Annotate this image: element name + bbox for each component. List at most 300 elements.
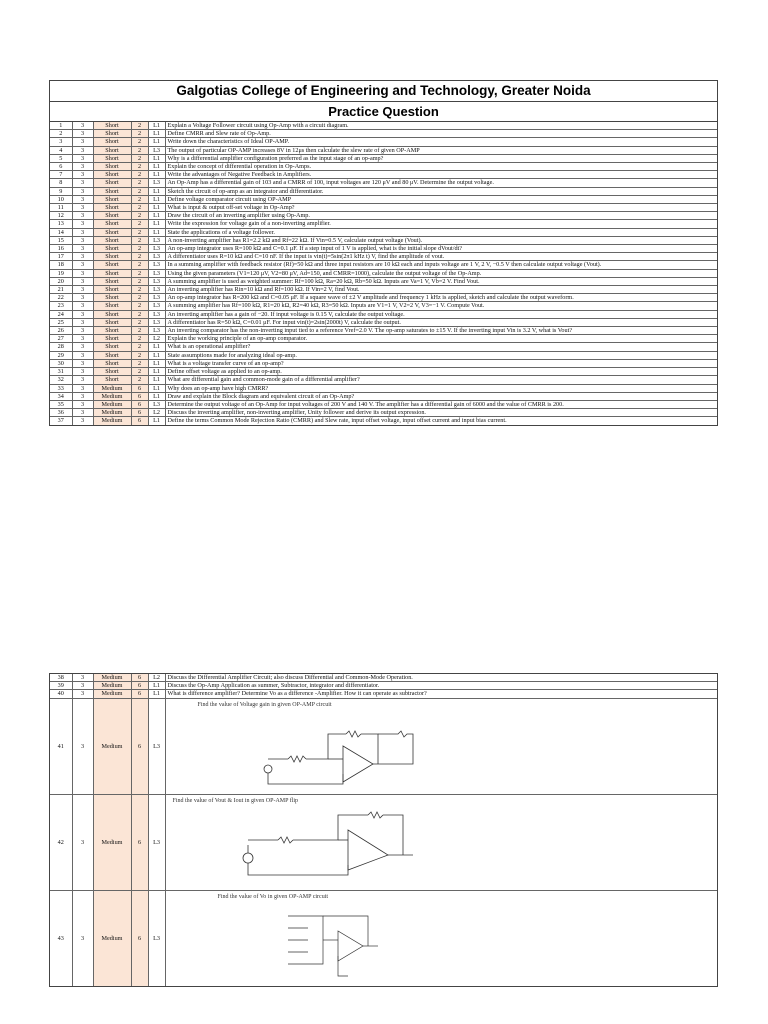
question-number: 14 (50, 228, 72, 236)
question-row (50, 163, 717, 171)
question-row (50, 146, 717, 154)
question-type: Short (93, 138, 131, 146)
course-outcome: 3 (72, 138, 93, 146)
bloom-level: L1 (148, 682, 165, 690)
question-row (50, 154, 717, 162)
question-number: 33 (50, 384, 72, 392)
course-outcome: 3 (72, 236, 93, 244)
bloom-level: L3 (148, 179, 165, 187)
question-number: 40 (50, 690, 72, 698)
question-marks: 6 (131, 690, 148, 698)
question-row (50, 376, 717, 384)
figure-caption: Find the value of Vo in given OP-AMP circuit (217, 893, 329, 900)
question-marks: 2 (131, 146, 148, 154)
course-outcome: 3 (72, 310, 93, 318)
question-text: Write the expression for voltage gain of a non-inverting amplifier. (165, 220, 717, 228)
question-row (50, 690, 717, 698)
question-row (50, 245, 717, 253)
question-marks: 2 (131, 195, 148, 203)
course-outcome: 3 (72, 163, 93, 171)
question-row (50, 138, 717, 146)
question-marks: 2 (131, 261, 148, 269)
question-marks: 6 (131, 392, 148, 400)
course-outcome: 3 (72, 698, 93, 794)
question-type: Short (93, 351, 131, 359)
bloom-level: L1 (148, 384, 165, 392)
question-number: 26 (50, 327, 72, 335)
bloom-level: L1 (148, 690, 165, 698)
course-outcome: 3 (72, 286, 93, 294)
bloom-level: L1 (148, 343, 165, 351)
course-outcome: 3 (72, 204, 93, 212)
course-outcome: 3 (72, 400, 93, 408)
course-outcome: 3 (72, 195, 93, 203)
question-sheet-page-2 (49, 673, 718, 987)
bloom-level: L3 (148, 310, 165, 318)
question-type: Short (93, 204, 131, 212)
question-text: A summing amplifier is used as weighted summer: Rf=100 kΩ, Ra=20 kΩ, Rb=50 kΩ. Inputs are Va=1 V, Vb=2 V. Find Vout. (165, 277, 717, 285)
question-type: Short (93, 269, 131, 277)
question-row (50, 294, 717, 302)
question-marks: 2 (131, 187, 148, 195)
question-type: Short (93, 130, 131, 138)
bloom-level: L1 (148, 228, 165, 236)
question-type: Short (93, 179, 131, 187)
question-number: 15 (50, 236, 72, 244)
question-type: Medium (93, 674, 131, 682)
question-text: Using the given parameters (V1=120 μV, V2=80 μV, Ad=150, and CMRR=1000), calculate the output voltage of the Op-Amp. (165, 269, 717, 277)
question-text: A summing amplifier has Rf=100 kΩ, R1=20 kΩ, R2=40 kΩ, R3=50 kΩ. Inputs are V1=1 V, V2=2 V, V3=−1 V. Compute Vout. (165, 302, 717, 310)
course-outcome: 3 (72, 269, 93, 277)
question-marks: 6 (131, 682, 148, 690)
bloom-level: L1 (148, 122, 165, 130)
course-outcome: 3 (72, 890, 93, 986)
bloom-level: L3 (148, 269, 165, 277)
question-type: Short (93, 327, 131, 335)
question-text: What is an operational amplifier? (165, 343, 717, 351)
question-text: Draw the circuit of an inverting amplifier using Op-Amp. (165, 212, 717, 220)
question-type: Short (93, 253, 131, 261)
question-text: Determine the output voltage of an Op-Amp for input voltages of 200 V and 140 V. The amplifier has a differential gain of 6000 and the value of CMRR is 200. (165, 400, 717, 408)
question-number: 1 (50, 122, 72, 130)
course-outcome: 3 (72, 376, 93, 384)
question-text: State the applications of a voltage follower. (165, 228, 717, 236)
question-figure (165, 698, 717, 794)
course-outcome: 3 (72, 359, 93, 367)
question-row (50, 212, 717, 220)
figure-caption: Find the value of Voltage gain in given OP-AMP circuit (197, 701, 332, 708)
question-text: Explain the working principle of an op-amp comparator. (165, 335, 717, 343)
course-outcome: 3 (72, 368, 93, 376)
course-outcome: 3 (72, 245, 93, 253)
bloom-level: L1 (148, 392, 165, 400)
bloom-level: L3 (148, 261, 165, 269)
question-type: Short (93, 302, 131, 310)
bloom-level: L3 (148, 236, 165, 244)
question-text: A differentiator uses R=10 kΩ and C=10 nF. If the input is vin(t)=5sin(2π1 kHz t) V, find the amplitude of vout. (165, 253, 717, 261)
course-outcome: 3 (72, 392, 93, 400)
question-number: 24 (50, 310, 72, 318)
question-text: An op-amp integrator uses R=100 kΩ and C=0.1 μF. If a step input of 1 V is applied, what is the initial slope dVout/dt? (165, 245, 717, 253)
bloom-level: L2 (148, 409, 165, 417)
bloom-level: L2 (148, 335, 165, 343)
question-type: Medium (93, 400, 131, 408)
circuit-diagram-43 (228, 896, 428, 986)
course-outcome: 3 (72, 294, 93, 302)
question-type: Short (93, 286, 131, 294)
question-text: An op-amp integrator has R=200 kΩ and C=0.05 μF. If a square wave of ±2 V amplitude and frequency 1 kHz is applied, sketch and calculate the output waveform. (165, 294, 717, 302)
question-row (50, 228, 717, 236)
question-row (50, 269, 717, 277)
question-text: What are differential gain and common-mode gain of a differential amplifier? (165, 376, 717, 384)
question-row (50, 171, 717, 179)
question-type: Short (93, 310, 131, 318)
question-number: 36 (50, 409, 72, 417)
question-row (50, 368, 717, 376)
course-outcome: 3 (72, 228, 93, 236)
question-number: 5 (50, 154, 72, 162)
question-figure (165, 890, 717, 986)
course-outcome: 3 (72, 261, 93, 269)
bloom-level: L3 (148, 294, 165, 302)
question-number: 18 (50, 261, 72, 269)
question-row (50, 327, 717, 335)
question-type: Medium (93, 417, 131, 425)
bloom-level: L3 (148, 400, 165, 408)
question-type: Medium (93, 698, 131, 794)
question-text: In a summing amplifier with feedback resistor (Rf)=50 kΩ and three input resistors are 10 kΩ each and inputs voltage are 1 V, 2 V, −0.5 V then calculate output voltage (Vout). (165, 261, 717, 269)
bloom-level: L1 (148, 163, 165, 171)
question-number: 30 (50, 359, 72, 367)
question-row (50, 236, 717, 244)
course-outcome: 3 (72, 187, 93, 195)
question-number: 34 (50, 392, 72, 400)
question-text: Explain a Voltage Follower circuit using Op-Amp with a circuit diagram. (165, 122, 717, 130)
course-outcome: 3 (72, 253, 93, 261)
question-marks: 2 (131, 236, 148, 244)
question-number: 4 (50, 146, 72, 154)
question-marks: 6 (131, 698, 148, 794)
question-number: 20 (50, 277, 72, 285)
question-row (50, 187, 717, 195)
question-row (50, 286, 717, 294)
bloom-level: L1 (148, 154, 165, 162)
question-type: Short (93, 187, 131, 195)
question-marks: 2 (131, 343, 148, 351)
question-text: Why does an op-amp have high CMRR? (165, 384, 717, 392)
question-type: Medium (93, 890, 131, 986)
figure-question-row (50, 698, 717, 794)
question-row (50, 253, 717, 261)
course-outcome: 3 (72, 674, 93, 682)
question-type: Short (93, 277, 131, 285)
bloom-level: L1 (148, 376, 165, 384)
question-type: Short (93, 318, 131, 326)
question-number: 28 (50, 343, 72, 351)
question-text: Discuss the Op-Amp Application as summer, Subtractor, integrator and differentiator. (165, 682, 717, 690)
course-outcome: 3 (72, 690, 93, 698)
page-subtitle: Practice Question (50, 102, 717, 122)
question-type: Short (93, 368, 131, 376)
circuit-diagram-41 (228, 704, 428, 794)
course-outcome: 3 (72, 417, 93, 425)
question-row (50, 318, 717, 326)
question-row (50, 392, 717, 400)
question-row (50, 204, 717, 212)
question-marks: 2 (131, 368, 148, 376)
question-marks: 2 (131, 310, 148, 318)
bloom-level: L3 (148, 286, 165, 294)
question-row (50, 343, 717, 351)
question-text: What is a voltage transfer curve of an op-amp? (165, 359, 717, 367)
course-outcome: 3 (72, 682, 93, 690)
question-type: Short (93, 261, 131, 269)
question-type: Short (93, 294, 131, 302)
college-title: Galgotias College of Engineering and Technology, Greater Noida (50, 81, 717, 102)
question-type: Medium (93, 690, 131, 698)
bloom-level: L3 (148, 302, 165, 310)
question-marks: 2 (131, 245, 148, 253)
question-row (50, 409, 717, 417)
bloom-level: L3 (148, 146, 165, 154)
question-marks: 2 (131, 163, 148, 171)
question-number: 35 (50, 400, 72, 408)
course-outcome: 3 (72, 220, 93, 228)
bloom-level: L1 (148, 368, 165, 376)
question-number: 37 (50, 417, 72, 425)
question-number: 2 (50, 130, 72, 138)
question-number: 25 (50, 318, 72, 326)
question-type: Short (93, 163, 131, 171)
question-type: Short (93, 122, 131, 130)
question-marks: 2 (131, 335, 148, 343)
course-outcome: 3 (72, 384, 93, 392)
question-text: The output of particular OP-AMP increases 8V in 12μs then calculate the slew rate of given OP-AMP (165, 146, 717, 154)
question-marks: 2 (131, 154, 148, 162)
question-marks: 2 (131, 171, 148, 179)
question-number: 22 (50, 294, 72, 302)
course-outcome: 3 (72, 277, 93, 285)
question-row (50, 220, 717, 228)
question-marks: 2 (131, 138, 148, 146)
question-marks: 2 (131, 294, 148, 302)
course-outcome: 3 (72, 171, 93, 179)
question-marks: 2 (131, 359, 148, 367)
question-number: 7 (50, 171, 72, 179)
bloom-level: L2 (148, 674, 165, 682)
course-outcome: 3 (72, 212, 93, 220)
question-marks: 6 (131, 409, 148, 417)
bloom-level: L3 (148, 277, 165, 285)
question-number: 16 (50, 245, 72, 253)
question-marks: 2 (131, 253, 148, 261)
question-marks: 2 (131, 228, 148, 236)
bloom-level: L3 (148, 698, 165, 794)
question-row (50, 179, 717, 187)
question-text: An inverting amplifier has Rin=10 kΩ and Rf=100 kΩ. If Vin=2 V, find Vout. (165, 286, 717, 294)
question-text: Sketch the circuit of op-amp as an integrator and differentiator. (165, 187, 717, 195)
question-type: Short (93, 236, 131, 244)
course-outcome: 3 (72, 409, 93, 417)
bloom-level: L1 (148, 220, 165, 228)
question-type: Short (93, 195, 131, 203)
question-text: Draw and explain the Block diagram and equivalent circuit of an Op-Amp? (165, 392, 717, 400)
question-text: Discuss the Differential Amplifier Circuit; also discuss Differential and Common-Mode Operation. (165, 674, 717, 682)
figure-caption: Find the value of Vout & Iout in given OP-AMP flip (172, 797, 299, 804)
question-type: Short (93, 171, 131, 179)
question-marks: 2 (131, 376, 148, 384)
question-marks: 2 (131, 220, 148, 228)
question-number: 21 (50, 286, 72, 294)
question-text: A differentiator has R=50 kΩ, C=0.01 μF. For input vin(t)=2sin(2000t) V, calculate the output. (165, 318, 717, 326)
question-row (50, 277, 717, 285)
question-row (50, 310, 717, 318)
question-row (50, 335, 717, 343)
question-marks: 6 (131, 417, 148, 425)
question-row (50, 351, 717, 359)
question-type: Short (93, 154, 131, 162)
question-row (50, 400, 717, 408)
question-marks: 2 (131, 130, 148, 138)
question-text: Explain the concept of differential operation in Op-Amps. (165, 163, 717, 171)
question-sheet-page-1 (49, 80, 718, 426)
question-number: 29 (50, 351, 72, 359)
bloom-level: L1 (148, 212, 165, 220)
bloom-level: L3 (148, 327, 165, 335)
question-type: Short (93, 335, 131, 343)
question-type: Short (93, 359, 131, 367)
question-text: Discuss the inverting amplifier, non-inverting amplifier, Unity follower and derive its output expression. (165, 409, 717, 417)
question-type: Short (93, 245, 131, 253)
question-table (50, 122, 717, 425)
question-row (50, 302, 717, 310)
question-marks: 6 (131, 794, 148, 890)
question-number: 19 (50, 269, 72, 277)
bloom-level: L1 (148, 351, 165, 359)
bloom-level: L3 (148, 890, 165, 986)
bloom-level: L1 (148, 138, 165, 146)
question-number: 8 (50, 179, 72, 187)
figure-question-row (50, 890, 717, 986)
question-row (50, 261, 717, 269)
course-outcome: 3 (72, 122, 93, 130)
figure-question-row (50, 794, 717, 890)
course-outcome: 3 (72, 179, 93, 187)
question-type: Medium (93, 682, 131, 690)
question-marks: 6 (131, 674, 148, 682)
question-text: An inverting comparator has the non-inverting input tied to a reference Vref=2.0 V. The op-amp saturates to ±15 V. If the inverting input Vin is 3.2 V, what is Vout? (165, 327, 717, 335)
question-type: Short (93, 343, 131, 351)
question-row (50, 384, 717, 392)
question-number: 13 (50, 220, 72, 228)
question-marks: 2 (131, 286, 148, 294)
question-marks: 2 (131, 318, 148, 326)
course-outcome: 3 (72, 794, 93, 890)
question-type: Medium (93, 392, 131, 400)
course-outcome: 3 (72, 146, 93, 154)
question-number: 42 (50, 794, 72, 890)
question-number: 43 (50, 890, 72, 986)
question-marks: 2 (131, 204, 148, 212)
question-row (50, 674, 717, 682)
question-marks: 2 (131, 122, 148, 130)
question-text: Why is a differential amplifier configuration preferred as the input stage of an op-amp? (165, 154, 717, 162)
question-text: A non-inverting amplifier has R1=2.2 kΩ and Rf=22 kΩ. If Vin=0.5 V, calculate output voltage (Vout). (165, 236, 717, 244)
question-number: 39 (50, 682, 72, 690)
course-outcome: 3 (72, 302, 93, 310)
question-marks: 2 (131, 327, 148, 335)
question-row (50, 122, 717, 130)
course-outcome: 3 (72, 318, 93, 326)
question-number: 12 (50, 212, 72, 220)
question-type: Medium (93, 794, 131, 890)
bloom-level: L3 (148, 245, 165, 253)
question-row (50, 682, 717, 690)
question-number: 41 (50, 698, 72, 794)
question-number: 23 (50, 302, 72, 310)
question-number: 11 (50, 204, 72, 212)
question-type: Short (93, 376, 131, 384)
course-outcome: 3 (72, 351, 93, 359)
question-number: 17 (50, 253, 72, 261)
bloom-level: L1 (148, 204, 165, 212)
question-text: Define the terms Common Mode Rejection Ratio (CMRR) and Slew rate, input offset voltage, input offset current and input bias current. (165, 417, 717, 425)
question-marks: 2 (131, 179, 148, 187)
question-marks: 6 (131, 384, 148, 392)
question-number: 32 (50, 376, 72, 384)
question-text: What is difference amplifier? Determine Vo as a difference -Amplifier. How it can operate as subtractor? (165, 690, 717, 698)
question-type: Medium (93, 409, 131, 417)
question-type: Short (93, 220, 131, 228)
question-figure (165, 794, 717, 890)
question-marks: 2 (131, 351, 148, 359)
question-text: Write the advantages of Negative Feedback in Amplifiers. (165, 171, 717, 179)
course-outcome: 3 (72, 327, 93, 335)
question-text: An Op-Amp has a differential gain of 103 and a CMRR of 100, input voltages are 120 μV and 80 μV. Determine the output voltage. (165, 179, 717, 187)
question-number: 27 (50, 335, 72, 343)
bloom-level: L3 (148, 318, 165, 326)
bloom-level: L1 (148, 171, 165, 179)
question-number: 10 (50, 195, 72, 203)
question-row (50, 130, 717, 138)
question-marks: 2 (131, 277, 148, 285)
course-outcome: 3 (72, 335, 93, 343)
course-outcome: 3 (72, 130, 93, 138)
question-marks: 2 (131, 212, 148, 220)
question-text: What is input & output off-set voltage in Op-Amp? (165, 204, 717, 212)
question-number: 3 (50, 138, 72, 146)
question-text: Define voltage comparator circuit using OP-AMP (165, 195, 717, 203)
question-number: 9 (50, 187, 72, 195)
question-row (50, 417, 717, 425)
course-outcome: 3 (72, 343, 93, 351)
question-type: Medium (93, 384, 131, 392)
question-marks: 2 (131, 302, 148, 310)
question-type: Short (93, 146, 131, 154)
question-text: An inverting amplifier has a gain of −20. If input voltage is 0.15 V, calculate the output voltage. (165, 310, 717, 318)
question-text: Define CMRR and Slew rate of Op-Amp. (165, 130, 717, 138)
bloom-level: L1 (148, 417, 165, 425)
circuit-diagram-42 (228, 800, 428, 890)
question-type: Short (93, 228, 131, 236)
question-number: 38 (50, 674, 72, 682)
question-marks: 6 (131, 890, 148, 986)
question-text: Define offset voltage as applied to an op-amp. (165, 368, 717, 376)
question-number: 31 (50, 368, 72, 376)
question-type: Short (93, 212, 131, 220)
question-number: 6 (50, 163, 72, 171)
question-text: State assumptions made for analyzing ideal op-amp. (165, 351, 717, 359)
